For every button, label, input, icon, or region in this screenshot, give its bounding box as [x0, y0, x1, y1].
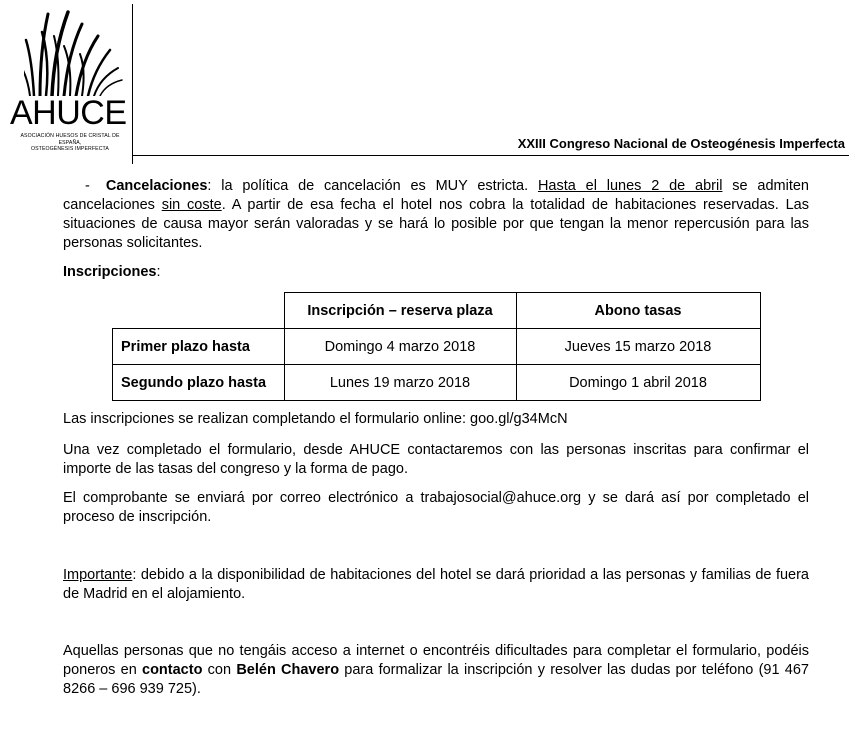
- contact-text-3: para formalizar la inscripción y resolver las dudas por teléfono (91 467 8266 – 696 939 725).: [63, 662, 809, 697]
- empty-cell: [113, 293, 285, 329]
- table-row: [113, 329, 761, 365]
- page-header: [0, 0, 853, 164]
- important-text: : debido a la disponibilidad de habitaciones del hotel se dará prioridad a las personas y familias de fuera de Madrid en el alojamiento.: [63, 567, 809, 602]
- row-label: Segundo plazo hasta: [113, 365, 285, 401]
- contact-text-1: Aquellas personas que no tengáis acceso a internet o encontréis dificultades para completar el formulario, podéis poneros en: [63, 643, 809, 678]
- cancel-text-2: se admiten cancelaciones: [63, 178, 809, 213]
- contact-paragraph: [63, 642, 809, 699]
- table-cell: Domingo 1 abril 2018: [516, 365, 760, 401]
- cancel-no-cost: sin coste: [161, 197, 222, 213]
- registration-table: [112, 292, 761, 401]
- cancellation-paragraph: [63, 177, 809, 253]
- brand-name: AHUCE: [10, 94, 127, 132]
- receipt-paragraph: El comprobante se enviará por correo electrónico a trabajosocial@ahuce.org y se dará así por completado el proceso de inscripción.: [63, 490, 809, 525]
- contact-person: Belén Chavero: [236, 662, 340, 678]
- inscripciones-heading: [63, 263, 809, 282]
- row-label: Primer plazo hasta: [113, 329, 285, 365]
- cancel-label: Cancelaciones: [105, 178, 208, 194]
- table-row: [113, 365, 761, 401]
- important-paragraph: [63, 566, 809, 604]
- header-abono: Abono tasas: [516, 293, 760, 329]
- table-cell: Jueves 15 marzo 2018: [516, 329, 760, 365]
- congress-title: XXIII Congreso Nacional de Osteogénesis Imperfecta: [517, 136, 845, 151]
- contact-text-2: con: [202, 662, 237, 678]
- header-divider: [132, 155, 849, 156]
- cancel-text-3: . A partir de esa fecha el hotel nos cobra la totalidad de habitaciones reservadas. Las situaciones de causa mayor serán valoradas y se hará lo posible por que tengan la menor repercusión para las personas solicitantes.: [63, 197, 809, 251]
- header-inscripcion: Inscripción – reserva plaza: [284, 293, 516, 329]
- bullet: -: [85, 178, 90, 194]
- form-paragraph: Las inscripciones se realizan completando el formulario online: goo.gl/g34McN: [63, 411, 568, 427]
- inscripciones-label: Inscripciones: [63, 264, 157, 280]
- important-label: Importante: [63, 567, 133, 583]
- association-name: [10, 133, 130, 153]
- table-cell: Lunes 19 marzo 2018: [284, 365, 516, 401]
- table-header-row: [113, 293, 761, 329]
- logo: [4, 4, 133, 164]
- association-line-1: ASOCIACIÓN HUESOS DE CRISTAL DE ESPAÑA,: [20, 133, 120, 146]
- cancel-text-1: : la política de cancelación es MUY estricta.: [207, 178, 538, 194]
- table-cell: Domingo 4 marzo 2018: [284, 329, 516, 365]
- cancel-deadline: Hasta el lunes 2 de abril: [537, 178, 723, 194]
- inscripciones-colon: :: [156, 264, 161, 280]
- grass-icon: [24, 10, 124, 96]
- association-line-2: OSTEOGÉNESIS IMPERFECTA: [30, 146, 109, 152]
- confirmation-paragraph: Una vez completado el formulario, desde AHUCE contactaremos con las personas inscritas para confirmar el importe de las tasas del congreso y la forma de pago.: [63, 442, 809, 477]
- contact-word: contacto: [142, 662, 203, 678]
